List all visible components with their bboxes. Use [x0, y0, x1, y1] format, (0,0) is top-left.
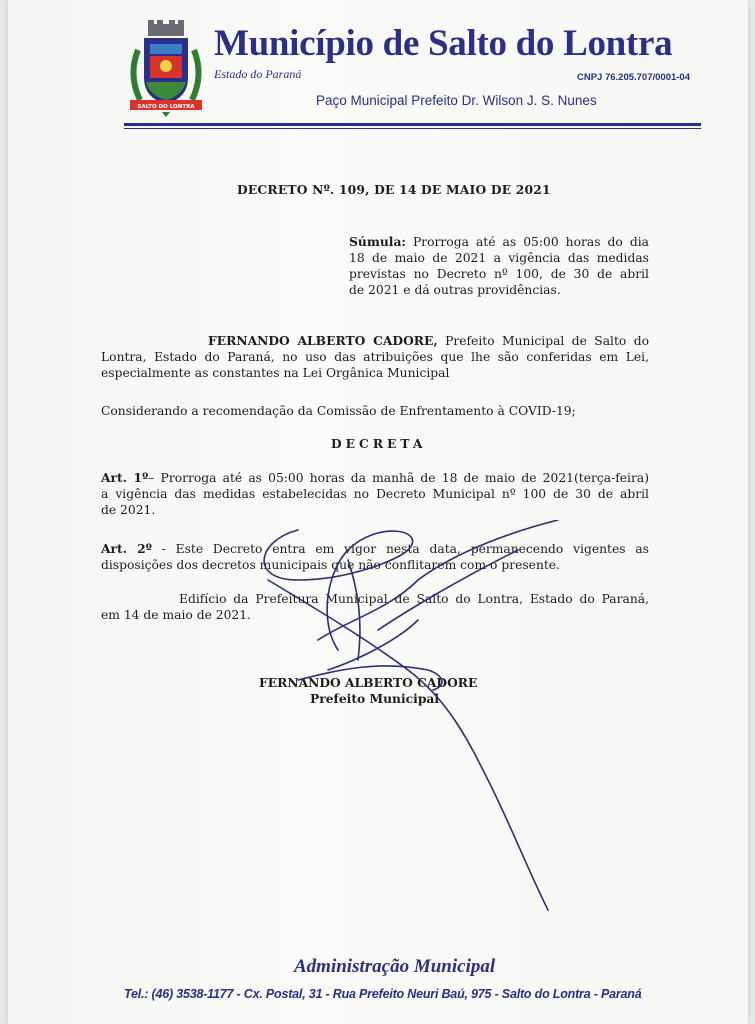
article-line: disposições dos decretos municipais que não conflitarem com o presente.	[101, 558, 560, 572]
decree-title: DECRETO Nº. 109, DE 14 DE MAIO DE 2021	[237, 182, 551, 197]
crest-banner-text: SALTO DO LONTRA	[137, 104, 195, 110]
sumula-line: Prorroga até as 05:00 horas do dia	[413, 235, 649, 249]
document-page	[8, 0, 748, 1024]
preamble-line: especialmente as constantes na Lei Orgânica Municipal	[101, 366, 450, 380]
sumula-line: previstas no Decreto nº 100, de 30 de abril	[349, 267, 649, 281]
header-rule-thick	[124, 123, 701, 126]
handwritten-signature	[258, 520, 578, 920]
signatory-name: FERNANDO ALBERTO CADORE	[259, 675, 478, 690]
preamble-line: Lontra, Estado do Paraná, no uso das atribuições que lhe são conferidas em Lei,	[101, 350, 649, 364]
decreta-heading: DECRETA	[331, 436, 427, 451]
sumula-line: 18 de maio de 2021 a vigência das medidas	[349, 251, 649, 265]
sumula-label: Súmula:	[349, 234, 406, 249]
preamble-line: Prefeito Municipal de Salto do	[445, 334, 649, 348]
administration-label: Administração Municipal	[294, 956, 496, 977]
footer-contact: Tel.: (46) 3538-1177 - Cx. Postal, 31 - Rua Prefeito Neuri Baú, 975 - Salto do Lontra - Paraná	[124, 987, 642, 1001]
considerando: Considerando a recomendação da Comissão de Enfrentamento à COVID-19;	[101, 404, 576, 418]
preamble	[101, 333, 649, 381]
article-line: de 2021.	[101, 503, 156, 517]
sumula-line: de 2021 e dá outras providências.	[349, 283, 561, 297]
closing-line: Edifício da Prefeitura Municipal de Salto do Lontra, Estado do Paraná,	[179, 592, 649, 606]
article-line: - Este Decreto entra em vigor nesta data, permanecendo vigentes as	[151, 542, 649, 556]
state-name: Estado do Paraná	[214, 67, 302, 81]
article-1-label: Art. 1º	[101, 470, 149, 485]
sumula	[349, 234, 649, 298]
header-rule-thin	[124, 128, 701, 129]
closing-line: em 14 de maio de 2021.	[101, 608, 251, 622]
article-line: a vigência das medidas estabelecidas no Decreto Municipal nº 100 de 30 de abril	[101, 487, 649, 501]
municipality-title: Município de Salto do Lontra	[214, 23, 673, 64]
municipal-crest-icon	[124, 20, 208, 118]
article-2-label: Art. 2º	[101, 541, 152, 556]
mayor-name: FERNANDO ALBERTO CADORE,	[208, 333, 438, 348]
article-1	[101, 470, 649, 518]
cnpj: CNPJ 76.205.707/0001-04	[576, 72, 690, 83]
article-line: – Prorroga até as 05:00 horas da manhã de 18 de maio de 2021(terça-feira)	[148, 471, 650, 485]
signatory-role: Prefeito Municipal	[310, 691, 440, 706]
building-name: Paço Municipal Prefeito Dr. Wilson J. S. Nunes	[316, 93, 597, 108]
